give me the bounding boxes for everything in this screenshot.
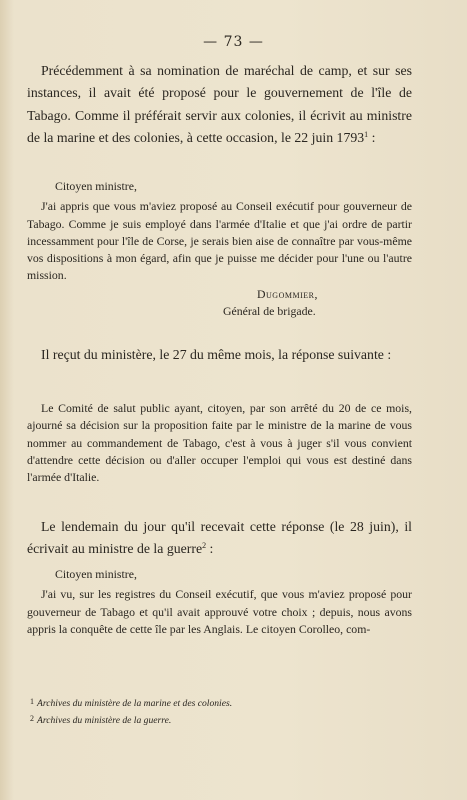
- letter-1-signature: Dugommier,: [257, 286, 318, 301]
- paragraph-1: [27, 60, 412, 149]
- footnote-2-mark: 2: [30, 714, 34, 723]
- footnotes: [30, 694, 410, 728]
- paragraph-3: [27, 516, 412, 561]
- letter-3-salutation: Citoyen ministre,: [55, 567, 137, 581]
- letter-2-body: Le Comité de salut public ayant, citoyen, par son arrêté du 20 de ce mois, ajourné sa décision sur la proposition faite par le ministre de la marine de vous nommer au commandement de Tabago, c'est à vous à juger s'il vous convient d'attendre cette décision ou d'aller occuper l'emploi qui vous est destiné dans l'armée d'Italie.: [27, 401, 412, 485]
- footnote-ref-1: 1: [364, 129, 369, 139]
- letter-1-rank: Général de brigade.: [223, 304, 316, 319]
- letter-3: [27, 566, 412, 638]
- paragraph-3-text: Le lendemain du jour qu'il recevait cette réponse (le 28 juin), il écrivait au ministre de la guerre: [27, 519, 412, 557]
- letter-2: [27, 400, 412, 486]
- letter-1-body: J'ai appris que vous m'aviez proposé au Conseil exécutif pour gouverneur de Tabago. Comme je suis employé dans l'armée d'Italie et que j'ai ordre de partir incessamment pour l'île de Corse, je serais bien aise de connaître par vous-même vos dispositions à mon égard, afin que je puisse me décider pour l'une ou l'autre mission.: [27, 199, 412, 283]
- letter-1: [27, 178, 412, 320]
- footnote-2-text: Archives du ministère de la guerre.: [37, 715, 172, 726]
- letter-1-salutation: Citoyen ministre,: [55, 179, 137, 193]
- paragraph-1-text: Précédemment à sa nomination de maréchal de camp, et sur ses instances, il avait été proposé pour le gouvernement de l'île de Tabago. Comme il préférait servir aux colonies, il écrivit au ministre de la marine et des colonies, à cette occasion, le 22 juin 1793: [27, 63, 412, 145]
- page-number: — 73 —: [203, 34, 264, 50]
- paragraph-2: [27, 344, 412, 366]
- footnote-2: [30, 711, 410, 728]
- footnote-ref-2: 2: [202, 541, 207, 551]
- letter-3-body: J'ai vu, sur les registres du Conseil exécutif, que vous m'aviez proposé pour gouverneur de Tabago et qu'il avait approuvé votre choix ; depuis, nous avons appris la conquête de cette île par les Anglais. Le citoyen Corolleo, com-: [27, 587, 412, 636]
- paragraph-3-end: :: [206, 541, 214, 557]
- paragraph-2-text: Il reçut du ministère, le 27 du même mois, la réponse suivante :: [41, 347, 392, 362]
- footnote-1-mark: 1: [30, 697, 34, 706]
- footnote-1-text: Archives du ministère de la marine et des colonies.: [37, 698, 233, 709]
- footnote-1: [30, 694, 410, 711]
- paragraph-1-end: :: [368, 129, 376, 145]
